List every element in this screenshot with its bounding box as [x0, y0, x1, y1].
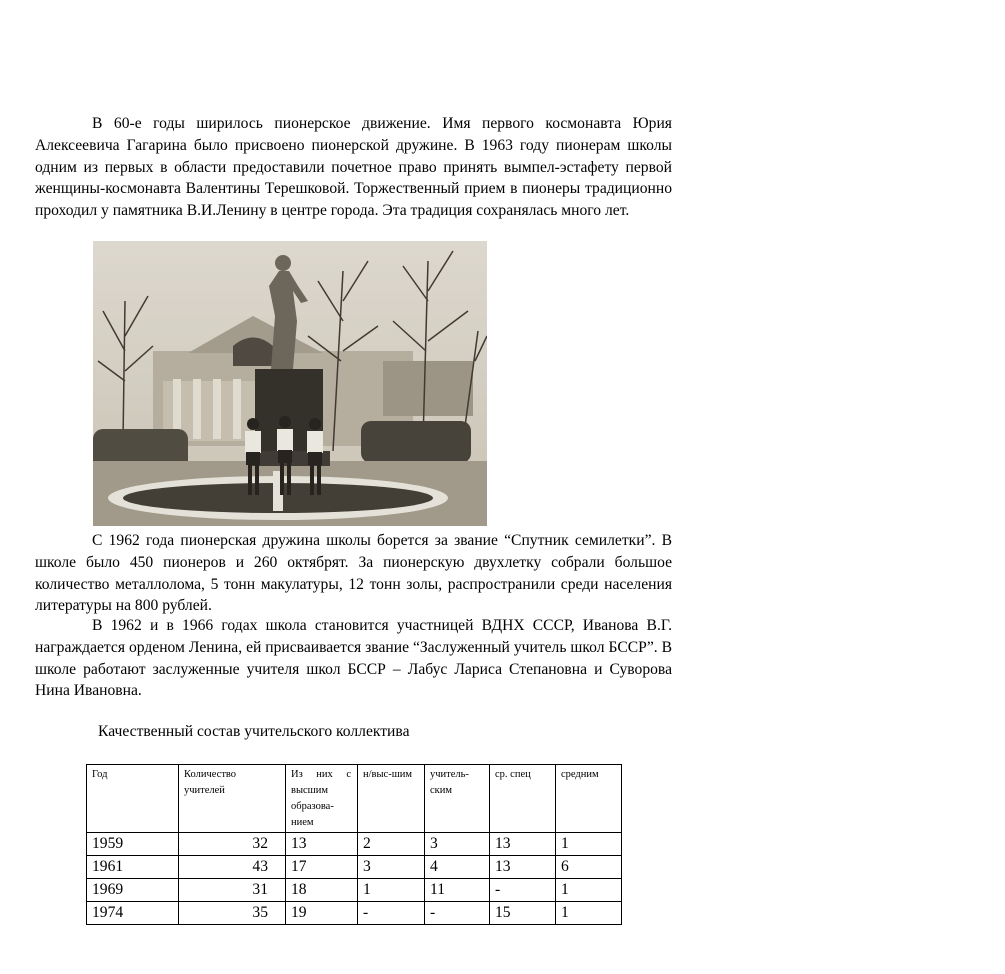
cell-teacher-count: 31 [179, 879, 286, 902]
header-incomplete-higher: н/выс-шим [358, 765, 425, 833]
header-teacher-training: учитель-ским [425, 765, 490, 833]
cell-year: 1974 [87, 902, 179, 925]
cell-year: 1961 [87, 856, 179, 879]
cell-secondary-special: 15 [490, 902, 556, 925]
cell-higher: 17 [286, 856, 358, 879]
cell-incomplete-higher: 3 [358, 856, 425, 879]
photo-image [93, 241, 487, 526]
cell-year: 1969 [87, 879, 179, 902]
cell-incomplete-higher: 1 [358, 879, 425, 902]
paragraph-pioneer-movement: В 60-е годы ширилось пионерское движение. Имя первого космонавта Юрия Алексеевича Гагарина было присвоено пионерской дружине. В 1963 году пионерам школы одним из первых в области предоставили почетное право принять вымпел-эстафету первой женщины-космонавта Валентины Терешковой. Торжественный прием в пионеры традиционно проходил у памятника В.И.Ленину в центре города. Эта традиция сохранялась много лет. [35, 115, 672, 220]
header-secondary-special: ср. спец [490, 765, 556, 833]
cell-teacher-count: 35 [179, 902, 286, 925]
cell-secondary: 1 [556, 833, 622, 856]
table-header-row [87, 765, 622, 833]
cell-year: 1959 [87, 833, 179, 856]
cell-incomplete-higher: - [358, 902, 425, 925]
paragraph-sputnik-seven-year: С 1962 года пионерская дружина школы борется за звание “Спутник семилетки”. В школе было 450 пионеров и 260 октябрят. За пионерскую двухлетку собрали большое количество металлолома, 5 тонн макулатуры, 12 тонн золы, распространили среди населения литературы на 800 рублей. [35, 532, 672, 615]
table-row [87, 902, 622, 925]
cell-higher: 13 [286, 833, 358, 856]
cell-higher: 19 [286, 902, 358, 925]
cell-secondary: 6 [556, 856, 622, 879]
table-title: Качественный состав учительского коллектива [98, 723, 410, 740]
cell-higher: 18 [286, 879, 358, 902]
cell-teacher-training: 4 [425, 856, 490, 879]
cell-teacher-count: 32 [179, 833, 286, 856]
cell-secondary-special: - [490, 879, 556, 902]
table-row [87, 856, 622, 879]
teachers-composition-table [86, 764, 622, 925]
cell-teacher-count: 43 [179, 856, 286, 879]
cell-teacher-training: 3 [425, 833, 490, 856]
cell-secondary-special: 13 [490, 856, 556, 879]
header-higher-education: Из них с высшим образова-нием [286, 765, 358, 833]
cell-teacher-training: 11 [425, 879, 490, 902]
cell-secondary: 1 [556, 902, 622, 925]
cell-incomplete-higher: 2 [358, 833, 425, 856]
table-row [87, 879, 622, 902]
lenin-monument-photo [93, 241, 487, 526]
cell-secondary-special: 13 [490, 833, 556, 856]
cell-teacher-training: - [425, 902, 490, 925]
header-year: Год [87, 765, 179, 833]
paragraph-vdnh-awards: В 1962 и в 1966 годах школа становится участницей ВДНХ СССР, Иванова В.Г. награждается орденом Ленина, ей присваивается звание “Заслуженный учитель школ БССР”. В школе работают заслуженные учителя школ БССР – Лабус Лариса Степановна и Суворова Нина Ивановна. [35, 617, 672, 700]
table-row [87, 833, 622, 856]
header-teacher-count: Количество учителей [179, 765, 286, 833]
header-secondary: средним [556, 765, 622, 833]
cell-secondary: 1 [556, 879, 622, 902]
